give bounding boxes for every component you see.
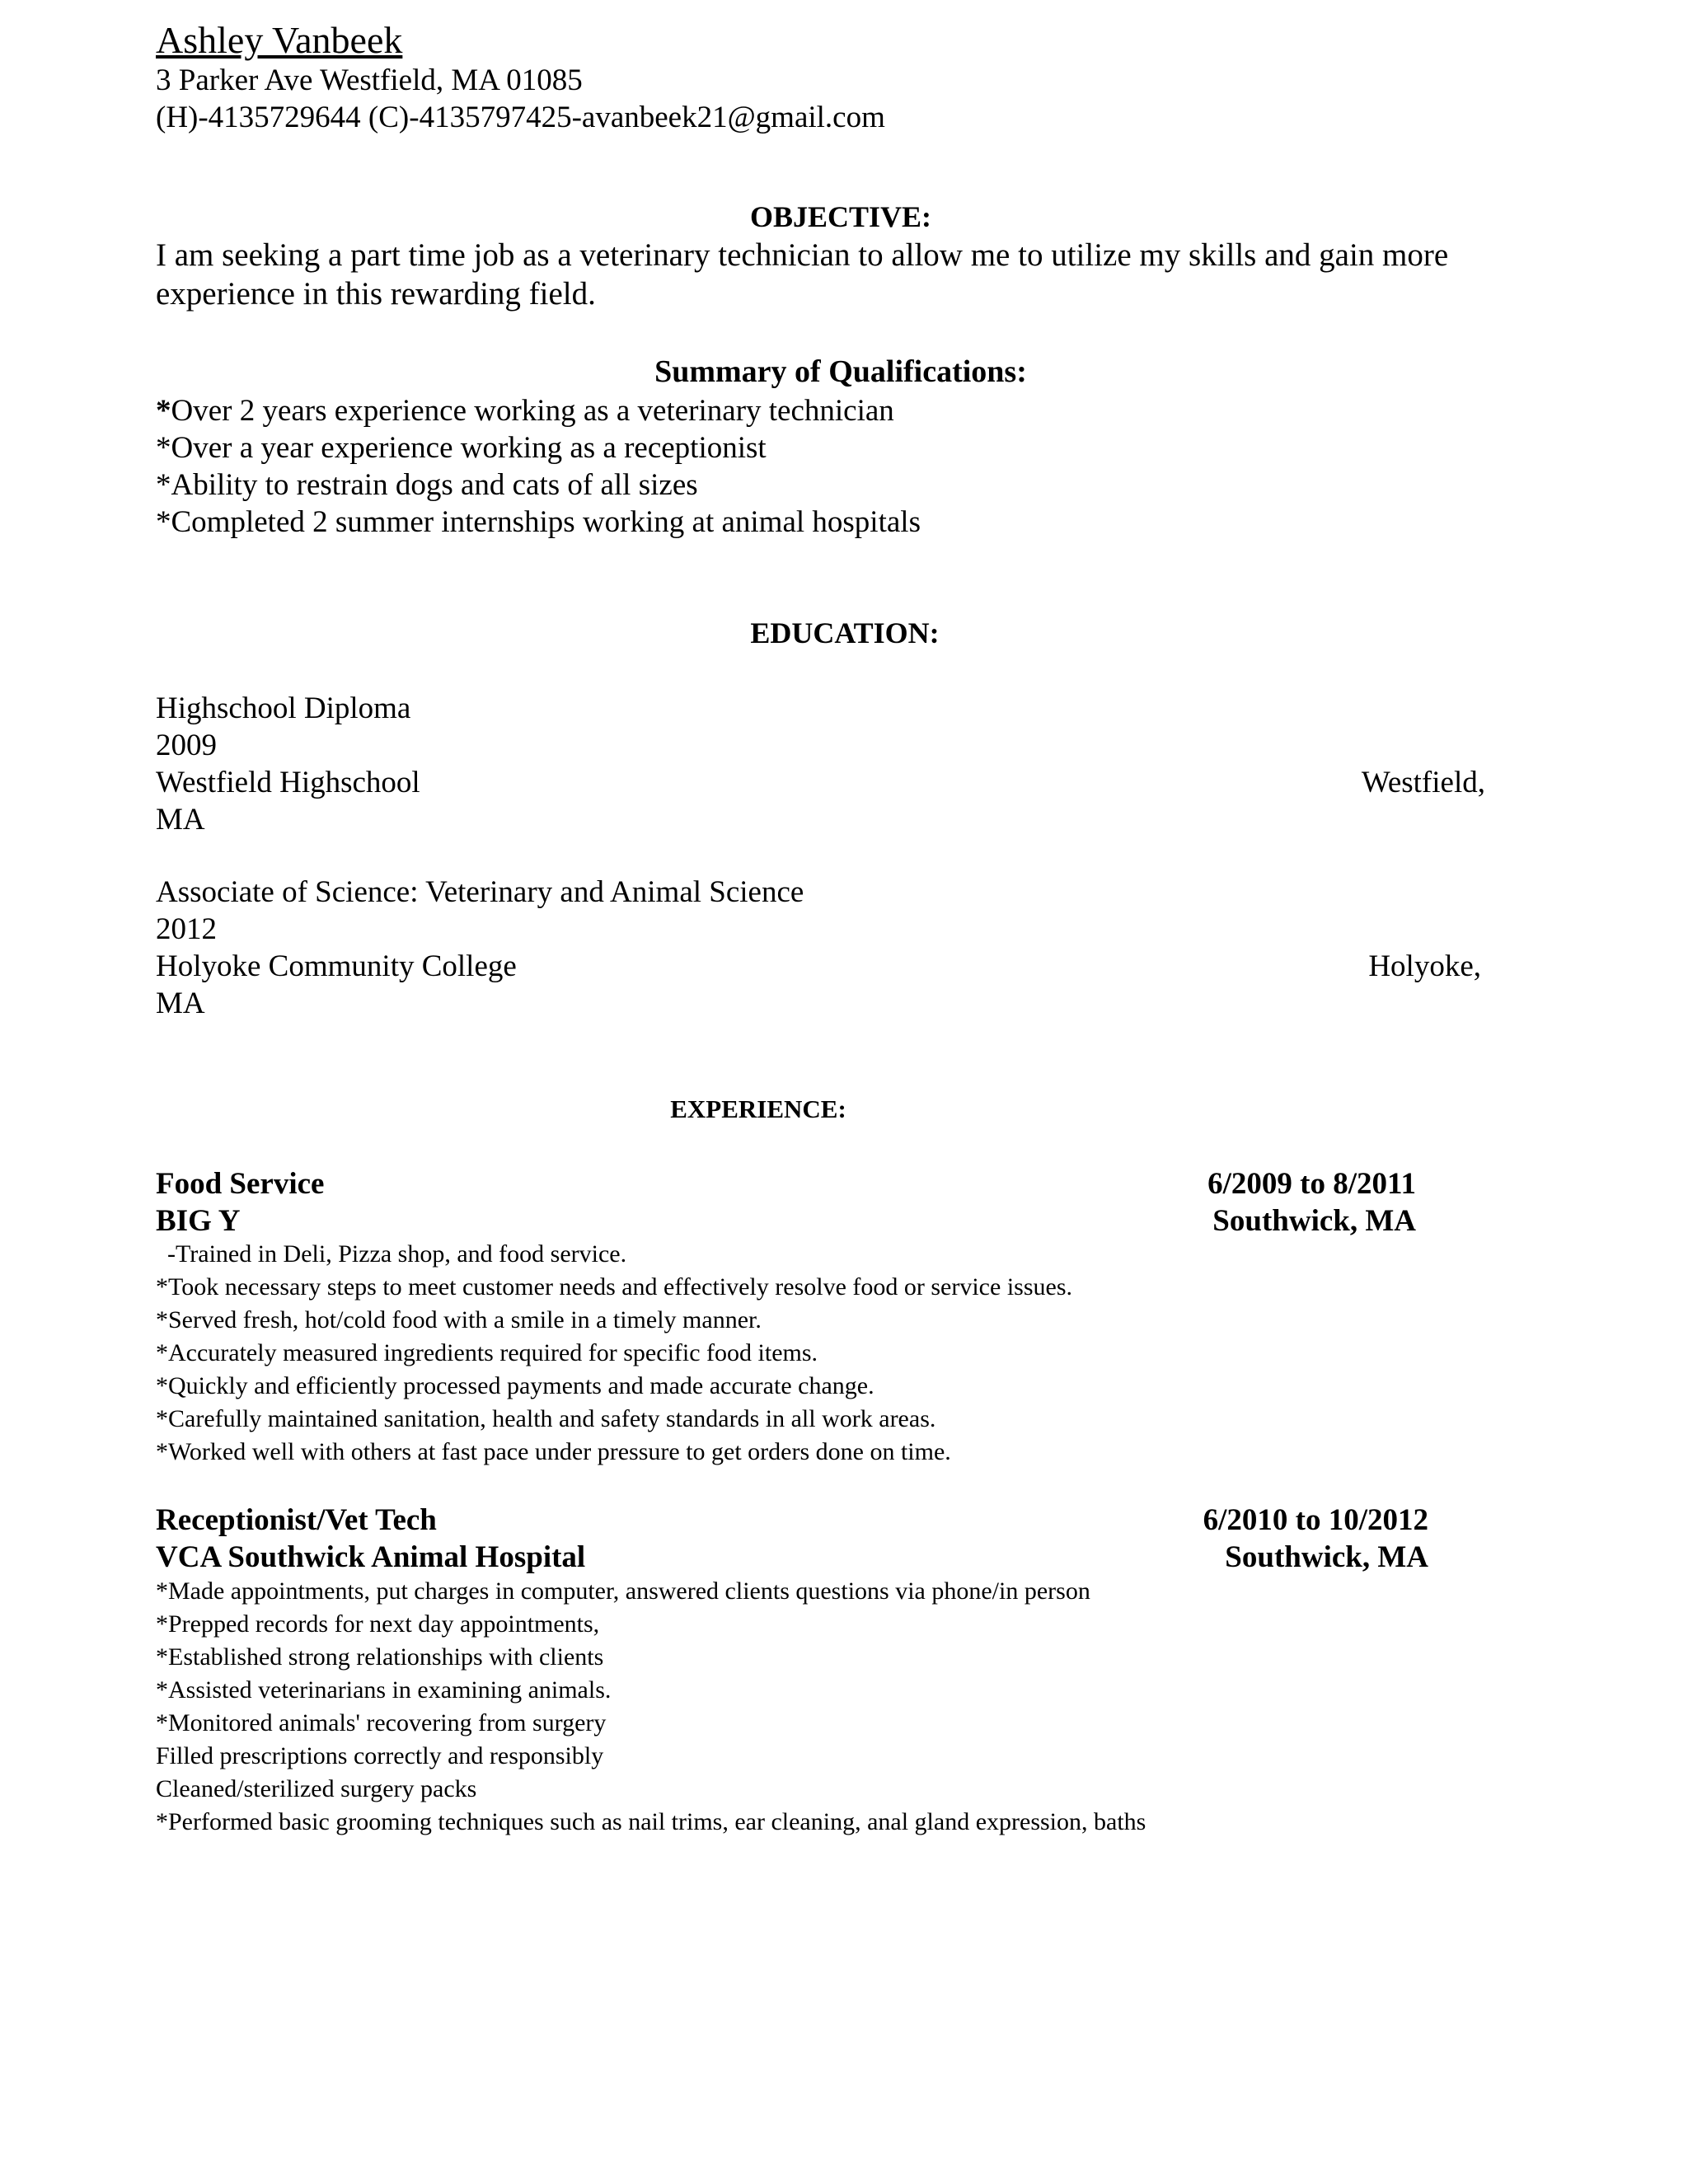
experience-heading: EXPERIENCE: xyxy=(670,1094,846,1123)
job-title: Food Service xyxy=(156,1167,325,1201)
job-bullet: *Monitored animals' recovering from surgery xyxy=(156,1709,607,1736)
job-title: Receptionist/Vet Tech xyxy=(156,1503,437,1537)
job-bullet: *Carefully maintained sanitation, health and safety standards in all work areas. xyxy=(156,1405,936,1432)
job-location: Southwick, MA xyxy=(1225,1540,1428,1574)
job-bullet: *Quickly and efficiently processed payments and made accurate change. xyxy=(156,1372,874,1399)
summary-item: *Ability to restrain dogs and cats of all sizes xyxy=(156,468,698,502)
job-bullet: *Served fresh, hot/cold food with a smile in a timely manner. xyxy=(156,1306,762,1333)
job-employer: BIG Y xyxy=(156,1204,241,1238)
education-city: Westfield, xyxy=(1361,766,1485,799)
job-bullet: *Took necessary steps to meet customer needs and effectively resolve food or service issues. xyxy=(156,1273,1072,1301)
job-bullet: Cleaned/sterilized surgery packs xyxy=(156,1775,477,1802)
education-school: Westfield Highschool xyxy=(156,766,420,799)
job-dates: 6/2009 to 8/2011 xyxy=(1207,1167,1416,1201)
job-dates: 6/2010 to 10/2012 xyxy=(1203,1503,1428,1537)
objective-line-2: experience in this rewarding field. xyxy=(156,276,596,312)
job-location: Southwick, MA xyxy=(1212,1204,1416,1238)
education-degree: Highschool Diploma xyxy=(156,691,411,725)
summary-heading: Summary of Qualifications: xyxy=(654,354,1027,389)
job-bullet: *Accurately measured ingredients required for specific food items. xyxy=(156,1339,818,1366)
education-state: MA xyxy=(156,987,205,1020)
education-state: MA xyxy=(156,803,205,837)
education-school: Holyoke Community College xyxy=(156,949,517,983)
job-bullet: *Established strong relationships with clients xyxy=(156,1643,604,1671)
contact-info: (H)-4135729644 (C)-4135797425-avanbeek21@gmail.com xyxy=(156,101,885,134)
resume-name: Ashley Vanbeek xyxy=(156,19,403,61)
job-bullet: *Worked well with others at fast pace under pressure to get orders done on time. xyxy=(156,1438,951,1465)
job-bullet: *Made appointments, put charges in computer, answered clients questions via phone/in person xyxy=(156,1577,1090,1605)
job-bullet: *Prepped records for next day appointments, xyxy=(156,1610,600,1638)
summary-item: *Over 2 years experience working as a veterinary technician xyxy=(156,394,894,428)
job-bullet: Filled prescriptions correctly and responsibly xyxy=(156,1742,604,1769)
education-year: 2009 xyxy=(156,729,217,762)
objective-line-1: I am seeking a part time job as a veterinary technician to allow me to utilize my skills and gain more xyxy=(156,237,1449,273)
summary-item: *Over a year experience working as a receptionist xyxy=(156,431,767,465)
job-bullet: *Assisted veterinarians in examining animals. xyxy=(156,1676,612,1704)
address: 3 Parker Ave Westfield, MA 01085 xyxy=(156,63,583,97)
job-bullet: -Trained in Deli, Pizza shop, and food service. xyxy=(167,1240,627,1268)
summary-item: *Completed 2 summer internships working at animal hospitals xyxy=(156,505,921,539)
objective-heading: OBJECTIVE: xyxy=(749,200,932,233)
job-bullet: *Performed basic grooming techniques such as nail trims, ear cleaning, anal gland expression, baths xyxy=(156,1808,1146,1835)
education-heading: EDUCATION: xyxy=(750,616,940,649)
education-degree: Associate of Science: Veterinary and Animal Science xyxy=(156,875,804,909)
job-employer: VCA Southwick Animal Hospital xyxy=(156,1540,586,1574)
education-city: Holyoke, xyxy=(1368,949,1481,983)
education-year: 2012 xyxy=(156,912,217,946)
